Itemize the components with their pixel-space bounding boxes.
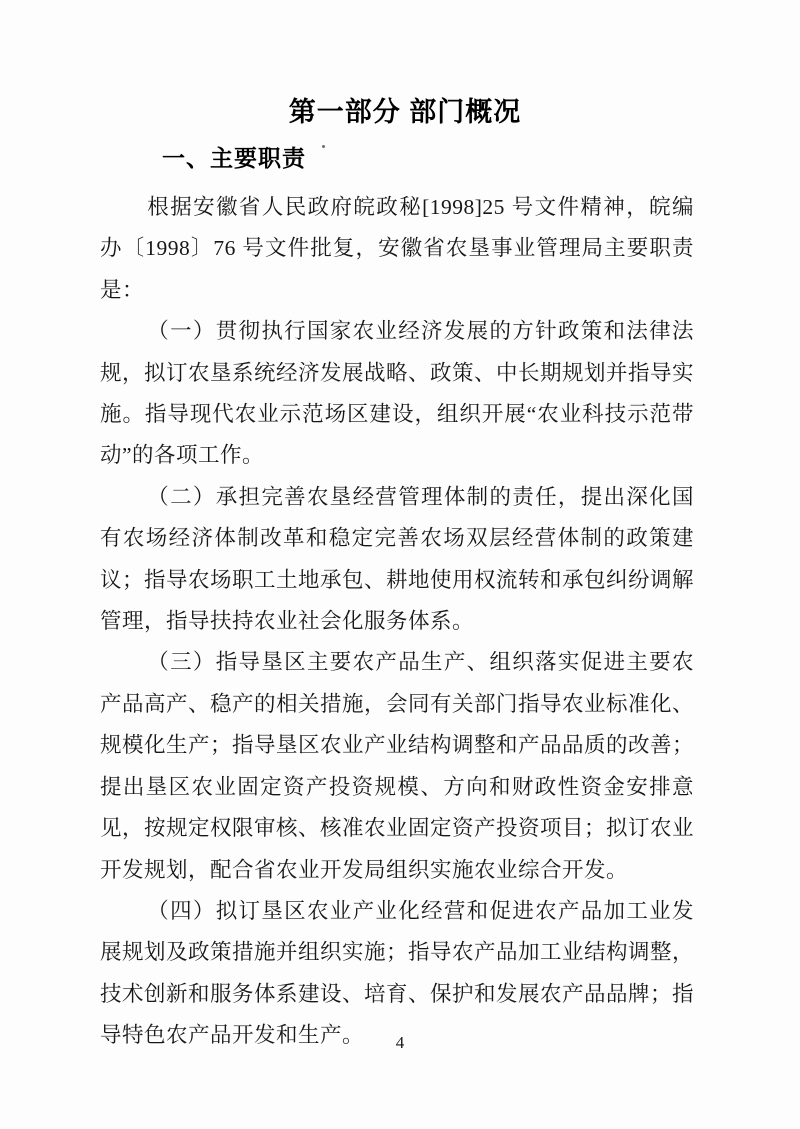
paragraph-duty-4: （四）拟订垦区农业产业化经营和促进农产品加工业发展规划及政策措施并组织实施；指导农产品加工业结构调整，技术创新和服务体系建设、培育、保护和发展农产品品牌；指导特色农产品开发和生产。 (100, 898, 695, 1048)
document-title: 第一部分 部门概况 (288, 97, 522, 127)
paragraph-duty-1: （一）贯彻执行国家农业经济发展的方针政策和法律法规，拟订农垦系统经济发展战略、政策、中长期规划并指导实施。指导现代农业示范场区建设，组织开展“农业科技示范带动”的各项工作。 (100, 319, 695, 468)
section-heading: 一、主要职责 (162, 145, 306, 171)
paragraph-duty-2: （二）承担完善农垦经营管理体制的责任，提出深化国有农场经济体制改革和稳定完善农场双层经营体制的政策建议；指导农场职工土地承包、耕地使用权流转和承包纠纷调解管理，指导扶持农业社会化服务体系。 (100, 484, 695, 634)
paragraph-duty-3: （三）指导垦区主要农产品生产、组织落实促进主要农产品高产、稳产的相关措施，会同有关部门指导农业标准化、规模化生产；指导垦区农业产业结构调整和产品品质的改善；提出垦区农业固定资产投资规模、方向和财政性资金安排意见，按规定权限审核、核准农业固定资产投资项目；拟订农业开发规划，配合省农业开发局组织实施农业综合开发。 (100, 650, 695, 882)
page-number: 4 (395, 1033, 405, 1052)
scan-speck-artifact (322, 145, 325, 148)
paragraph-intro: 根据安徽省人民政府皖政秘[1998]25 号文件精神，皖编办〔1998〕76 号文件批复，安徽省农垦事业管理局主要职责是： (100, 195, 694, 302)
content-column (100, 94, 694, 1057)
